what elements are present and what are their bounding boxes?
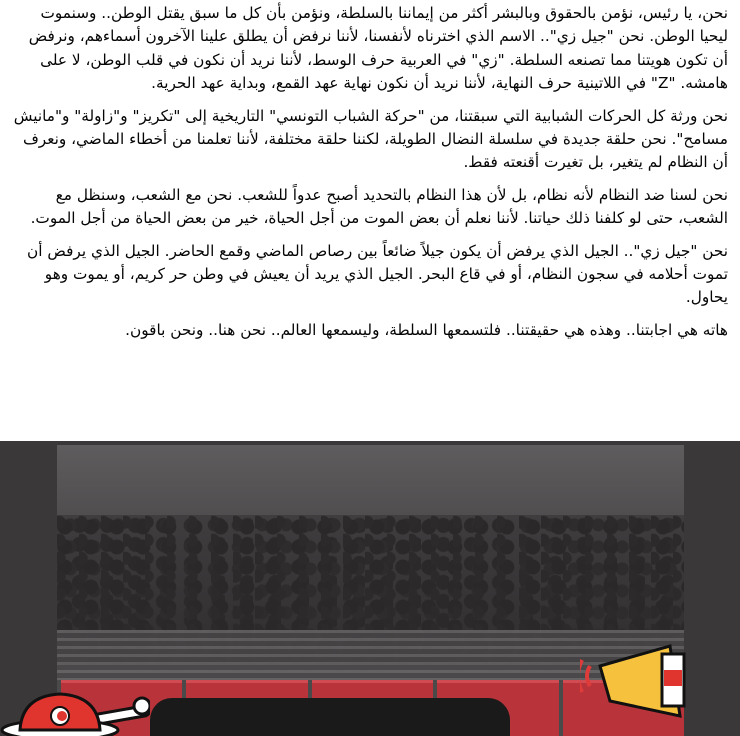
post-paragraph-3: نحن لسنا ضد النظام لأنه نظام، بل لأن هذا النظام بالتحديد أصبح عدواً للشعب. نحن مع الشعب، وسنظل مع الشعب، حتى لو كلفنا ذلك حياتنا. لأننا نعلم أن بعض الموت من أجل الحياة، خير من بعض الحياة من أجل الموت. xyxy=(30,185,728,228)
post-paragraph-4: نحن "جيل زي".. الجيل الذي يرفض أن يكون جيلاً ضائعاً بين رصاص الماضي وقمع الحاضر. الجيل الذي يرفض أن تموت أحلامه في سجون النظام، أو في قاع البحر. الجيل الذي يريد أن يعيش في وطن حر كريم، أو يموت وهو يحاول. xyxy=(27,241,728,307)
sticker-lettering xyxy=(150,698,510,736)
post-paragraph-5: هاته هي اجابتنا.. وهذه هي حقيقتنا.. فلتسمعها السلطة، وليسمعها العالم.. نحن هنا.. ونحن باقون. xyxy=(125,320,728,339)
tunisian-flag-hat-icon xyxy=(0,688,150,736)
post-image-container[interactable] xyxy=(0,441,740,736)
post-paragraph-2: نحن ورثة كل الحركات الشبابية التي سبقتنا، من "حركة الشباب التونسي" التاريخية إلى "تكريز" و"زاولة" و"مانيش مسامح". نحن حلقة جديدة في سلسلة النضال الطويلة، لكننا حلقة مختلفة، لأننا تعلمنا من أخطاء الماضي، ونعرف أن النظام لم يتغير، بل تغيرت أقنعته فقط. xyxy=(13,106,728,172)
megaphone-icon xyxy=(580,626,700,736)
post-paragraph-1: نحن، يا رئيس، نؤمن بالحقوق وبالبشر أكثر من إيماننا بالسلطة، ونؤمن بأن كل ما سبق يقتل الوطن.. وسنموت ليحيا الوطن. نحن "جيل زي".. الاسم الذي اخترناه لأنفسنا، لأننا نرفض أن يطلق علينا الآخرون أسماءهم، ونرفض أن تكون هويتنا مما تصنعه السلطة. "زي" في العربية حرف الوسط، لأننا نريد أن نكون في قلب الوطن، لا على هامشه. "Z" في اللاتينية حرف النهاية، لأننا نريد أن نكون نهاية عهد القمع، وبداية عهد الحرية. xyxy=(28,4,728,93)
post-body xyxy=(0,0,740,342)
